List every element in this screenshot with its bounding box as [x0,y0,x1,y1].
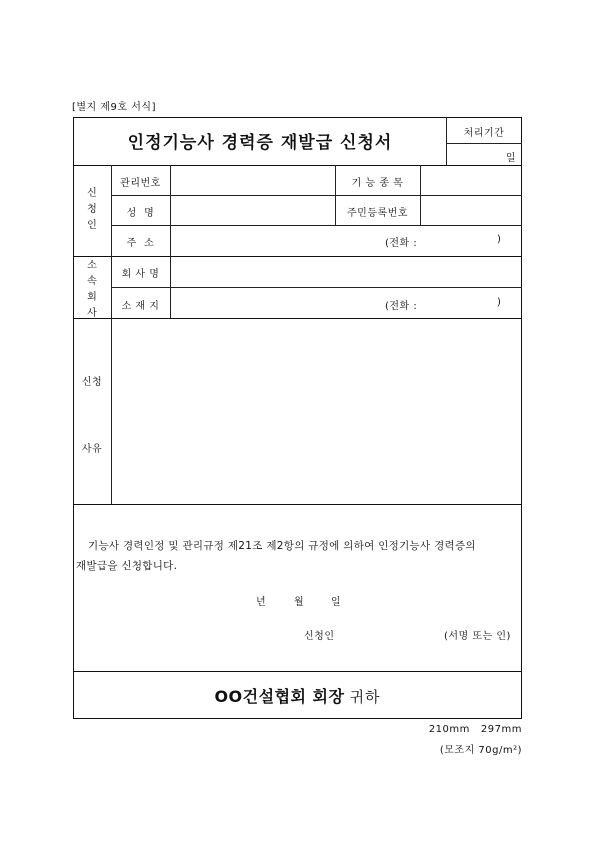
recipient-name: OO건설협회 회장 [214,687,345,706]
divider [73,504,522,505]
statement-line-1: 기능사 경력인정 및 관리규정 제21조 제2항의 규정에 의하여 인정기능사 경력증의 [88,540,476,552]
signature-note: (서명 또는 인) [444,631,511,642]
divider [73,671,522,672]
skill-type-label: 기 능 종 목 [351,178,404,189]
company-phone-label: (전화 : [385,301,418,312]
date-month-label: 월 [294,597,305,608]
resident-number-label: 주민등록번호 [347,208,408,219]
page-title: 인정기능사 경력증 재발급 신청서 [127,133,393,153]
divider [446,143,522,144]
applicant-signature-label: 신청인 [304,631,335,642]
management-number-label: 관리번호 [120,178,161,189]
recipient-suffix: 귀하 [349,688,381,706]
company-name-field[interactable] [175,265,515,281]
paper-spec: (모조지 70g/m²) [439,745,522,756]
form-number-label: [별지 제9호 서식] [72,102,156,113]
divider [111,287,522,288]
paper-size: 210mm 297mm [428,724,522,735]
divider [111,225,522,226]
company-location-field[interactable] [175,297,375,313]
address-field[interactable] [175,234,375,250]
date-year-label: 년 [256,597,267,608]
company-section-label: 소 속 회 사 [87,260,97,319]
resident-number-field[interactable] [425,204,517,220]
applicant-section-label: 신 청 인 [87,188,97,231]
divider [73,256,522,257]
name-label: 성 명 [126,208,155,219]
processing-period-label: 처리기간 [463,128,505,139]
reason-label-bottom: 사유 [81,444,103,455]
divider [170,165,171,318]
company-name-label: 회 사 명 [121,269,160,280]
management-number-field[interactable] [175,174,330,190]
skill-type-field[interactable] [425,174,517,190]
address-label: 주 소 [126,238,155,249]
applicant-phone-close: ) [497,234,502,245]
reason-field[interactable] [116,324,516,498]
processing-period-unit: 일 [505,153,516,164]
divider [111,195,522,196]
company-location-label: 소 재 지 [121,301,160,312]
applicant-phone-label: (전화 : [385,238,418,249]
divider [73,165,522,166]
name-field[interactable] [175,204,330,220]
company-phone-close: ) [497,297,502,308]
reason-label-top: 신청 [81,377,103,388]
statement-line-2: 재발급을 신청합니다. [76,560,178,572]
divider [73,318,522,319]
date-day-label: 일 [331,597,342,608]
divider [420,165,421,225]
recipient [73,684,522,707]
